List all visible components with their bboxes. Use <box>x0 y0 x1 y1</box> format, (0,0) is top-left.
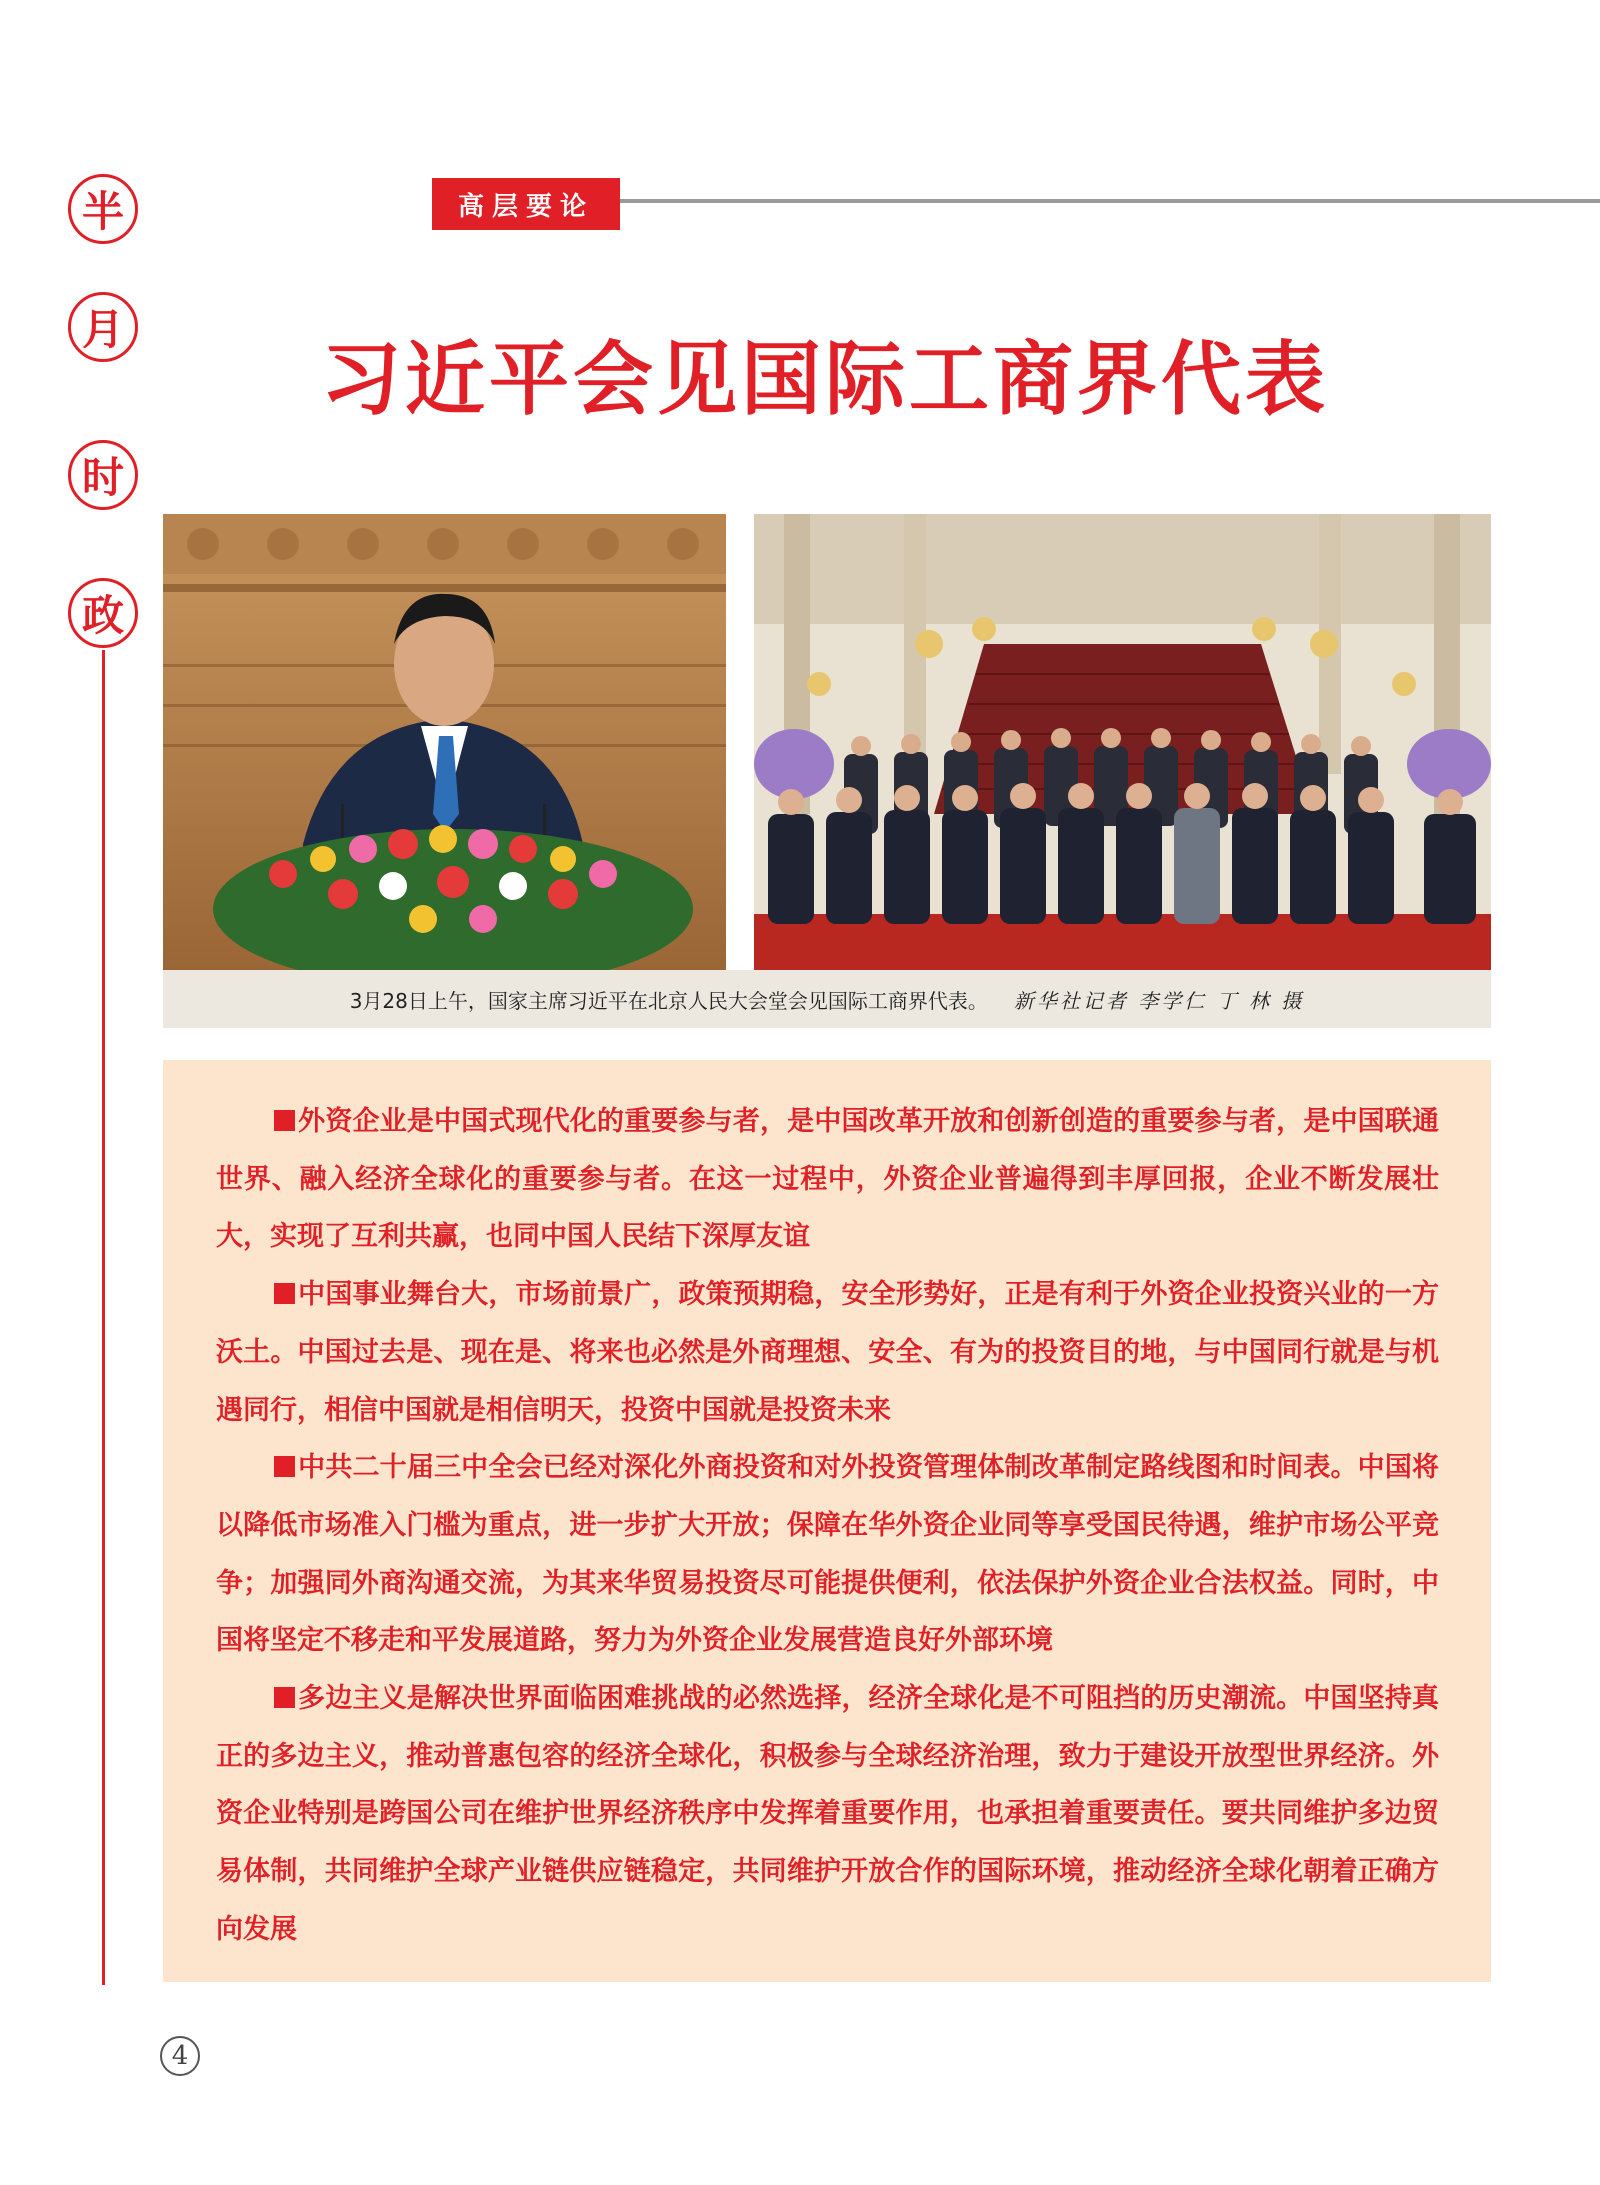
sidebar-char-3: 时 <box>68 440 138 510</box>
summary-paragraph-4: 多边主义是解决世界面临困难挑战的必然选择，经济全球化是不可阻挡的历史潮流。中国坚持真正的多边主义，推动普惠包容的经济全球化，积极参与全球经济治理，致力于建设开放型世界经济。外资企业特别是跨国公司在维护世界经济秩序中发挥着重要作用，也承担着重要责任。要共同维护多边贸易体制，共同维护全球产业链供应链稳定，共同维护开放合作的国际环境，推动经济全球化朝着正确方向发展 <box>216 1683 1439 1945</box>
bullet-square-icon <box>274 1283 295 1304</box>
bullet-square-icon <box>274 1110 295 1131</box>
sidebar-char-4: 政 <box>68 578 138 648</box>
page-number: 4 <box>160 2036 200 2076</box>
president-speaking-icon <box>163 514 726 970</box>
summary-paragraph-3: 中共二十届三中全会已经对深化外商投资和对外投资管理体制改革制定路线图和时间表。中国将以降低市场准入门槛为重点，进一步扩大开放；保障在华外资企业同等享受国民待遇，维护市场公平竞争；加强同外商沟通交流，为其来华贸易投资尽可能提供便利，依法保护外资企业合法权益。同时，中国将坚定不移走和平发展道路，努力为外资企业发展营造良好外部环境 <box>216 1452 1439 1657</box>
summary-box <box>163 1060 1491 1982</box>
sidebar-char-1: 半 <box>68 174 138 244</box>
bullet-square-icon <box>274 1687 295 1708</box>
article-title: 习近平会见国际工商界代表 <box>321 333 1329 426</box>
bullet-square-icon <box>274 1456 295 1477</box>
caption-text: 3月28日上午，国家主席习近平在北京人民大会堂会见国际工商界代表。 <box>349 988 988 1013</box>
group-photo-icon <box>754 514 1491 970</box>
summary-paragraph-2: 中国事业舞台大，市场前景广，政策预期稳，安全形势好，正是有利于外资企业投资兴业的一方沃土。中国过去是、现在是、将来也必然是外商理想、安全、有为的投资目的地，与中国同行就是与机遇同行，相信中国就是相信明天，投资中国就是投资未来 <box>216 1279 1439 1426</box>
section-tag: 高层要论 <box>432 178 620 230</box>
section-rule <box>620 199 1600 203</box>
sidebar-char-2: 月 <box>68 292 138 362</box>
sidebar-rule <box>102 650 105 1985</box>
speaker-photo <box>163 514 726 970</box>
photo-credit: 新华社记者 李学仁 丁 林 摄 <box>1013 988 1305 1013</box>
summary-paragraph-1: 外资企业是中国式现代化的重要参与者，是中国改革开放和创新创造的重要参与者，是中国联通世界、融入经济全球化的重要参与者。在这一过程中，外资企业普遍得到丰厚回报，企业不断发展壮大，实现了互利共赢，也同中国人民结下深厚友谊 <box>216 1106 1439 1253</box>
photo-caption <box>163 970 1491 1028</box>
group-photo <box>754 514 1491 970</box>
